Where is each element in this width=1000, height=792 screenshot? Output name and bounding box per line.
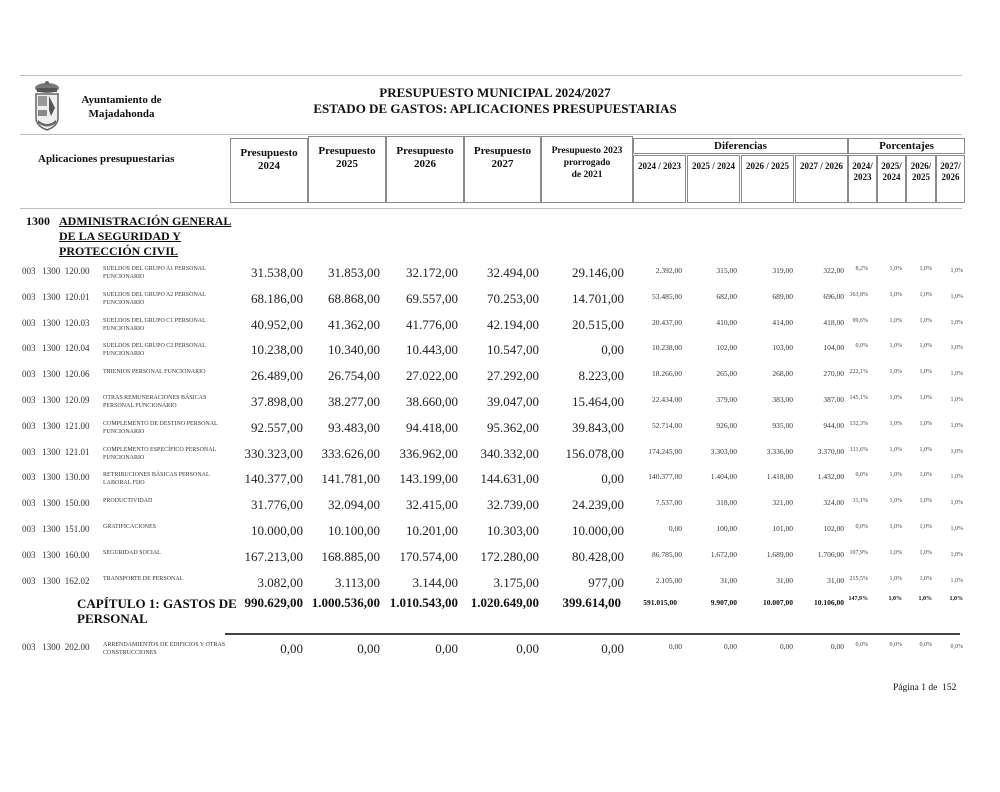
row-dif-2025-2024: 265,00 — [716, 369, 737, 378]
row-description: SEGURIDAD SOCIAL — [103, 550, 161, 556]
row-presupuesto-2023: 20.515,00 — [572, 317, 624, 332]
row-presupuesto-2023: 10.000,00 — [572, 523, 624, 538]
organization-name — [64, 93, 179, 121]
row-dif-2027-2026: 944,00 — [823, 421, 844, 430]
org-line-2: Majadahonda — [88, 108, 155, 120]
row-pct-2024-2023: 0,0% — [855, 472, 868, 478]
col-header-pct-1 — [848, 155, 877, 203]
row-presupuesto-2023: 0,00 — [601, 641, 624, 656]
row-dif-2026-2025: 0,00 — [779, 642, 793, 651]
row-dif-2027-2026: 104,00 — [823, 343, 844, 352]
row-description: TRIENIOS PERSONAL FUNCIONARIO — [103, 369, 206, 375]
row-dif-2024-2023: 53.485,00 — [652, 292, 682, 301]
table-row — [0, 446, 1000, 472]
row-presupuesto-2023: 39.843,00 — [572, 420, 624, 435]
chapter-total-pct-4: 1,0% — [949, 596, 963, 602]
row-dif-2025-2024: 315,00 — [716, 266, 737, 275]
pct-3-l2: 2025 — [912, 172, 930, 182]
col-header-2023-l3: de 2021 — [571, 170, 603, 180]
table-row — [0, 394, 1000, 420]
row-dif-2025-2024: 682,00 — [716, 292, 737, 301]
row-code: 003 1300 120.03 — [22, 318, 90, 328]
chapter-label-l2: PERSONAL — [77, 611, 148, 626]
row-presupuesto-2027: 10.303,00 — [487, 523, 539, 538]
row-dif-2024-2023: 52.714,00 — [652, 421, 682, 430]
table-row — [0, 342, 1000, 368]
row-presupuesto-2024: 0,00 — [280, 641, 303, 656]
row-pct-2024-2023: 145,1% — [849, 395, 868, 401]
chapter-total-2027: 1.020.649,00 — [470, 595, 539, 610]
col-header-pct-3 — [906, 155, 936, 203]
row-code: 003 1300 202.00 — [22, 642, 90, 652]
row-presupuesto-2024: 330.323,00 — [244, 446, 303, 461]
row-presupuesto-2025: 93.483,00 — [328, 420, 380, 435]
row-presupuesto-2026: 27.022,00 — [406, 368, 458, 383]
row-dif-2027-2026: 696,00 — [823, 292, 844, 301]
col-header-diferencias: Diferencias — [633, 138, 848, 154]
row-pct-2025-2024: 1,0% — [889, 292, 902, 298]
row-presupuesto-2027: 42.194,00 — [487, 317, 539, 332]
col-header-2023-l2: prorrogado — [563, 158, 611, 168]
row-dif-2026-2025: 1.689,00 — [766, 550, 793, 559]
row-presupuesto-2025: 68.868,00 — [328, 291, 380, 306]
row-pct-2027-2026: 1,0% — [950, 371, 963, 377]
section-code: 1300 — [26, 214, 50, 228]
row-dif-2025-2024: 3.303,00 — [710, 447, 737, 456]
row-pct-2027-2026: 1,0% — [950, 526, 963, 532]
row-code: 003 1300 151.00 — [22, 524, 90, 534]
row-pct-2026-2025: 1,0% — [919, 266, 932, 272]
row-description: SUELDOS DEL GRUPO A2 PERSONAL FUNCIONARIO — [103, 292, 206, 306]
chapter-total-pct-2: 1,0% — [888, 596, 902, 602]
pct-3-l1: 2026/ — [910, 161, 932, 171]
row-pct-2024-2023: 215,5% — [849, 576, 868, 582]
row-pct-2027-2026: 1,0% — [950, 320, 963, 326]
row-pct-2027-2026: 0,0% — [950, 644, 963, 650]
row-presupuesto-2025: 0,00 — [357, 641, 380, 656]
row-presupuesto-2024: 26.489,00 — [251, 368, 303, 383]
row-dif-2024-2023: 0,00 — [668, 524, 682, 533]
row-pct-2025-2024: 1,0% — [889, 498, 902, 504]
row-presupuesto-2027: 172.280,00 — [480, 549, 539, 564]
row-dif-2026-2025: 3.336,00 — [766, 447, 793, 456]
row-dif-2026-2025: 935,00 — [772, 421, 793, 430]
chapter-total-label — [77, 596, 237, 626]
row-pct-2025-2024: 1,0% — [889, 472, 902, 478]
col-header-2026-l2: 2026 — [414, 158, 436, 170]
chapter-total-dif-2: 9.907,00 — [710, 598, 737, 607]
table-row — [0, 523, 1000, 549]
row-presupuesto-2027: 3.175,00 — [493, 575, 539, 590]
table-row — [0, 291, 1000, 317]
row-dif-2027-2026: 3.370,00 — [817, 447, 844, 456]
row-presupuesto-2027: 32.494,00 — [487, 265, 539, 280]
table-row — [0, 471, 1000, 497]
row-pct-2026-2025: 1,0% — [919, 472, 932, 478]
row-presupuesto-2027: 95.362,00 — [487, 420, 539, 435]
row-presupuesto-2026: 170.574,00 — [399, 549, 458, 564]
row-dif-2027-2026: 1.432,00 — [817, 472, 844, 481]
row-description: SUELDOS DEL GRUPO C2 PERSONAL FUNCIONARIO — [103, 343, 206, 357]
coat-of-arms-logo — [33, 80, 61, 134]
table-row — [0, 317, 1000, 343]
row-presupuesto-2026: 143.199,00 — [399, 471, 458, 486]
row-presupuesto-2025: 31.853,00 — [328, 265, 380, 280]
row-pct-2025-2024: 1,0% — [889, 343, 902, 349]
row-pct-2024-2023: 8,2% — [855, 266, 868, 272]
row-code: 003 1300 120.01 — [22, 292, 90, 302]
row-dif-2027-2026: 270,00 — [823, 369, 844, 378]
row-presupuesto-2026: 94.418,00 — [406, 420, 458, 435]
row-presupuesto-2024: 40.952,00 — [251, 317, 303, 332]
row-code: 003 1300 120.00 — [22, 266, 90, 276]
row-pct-2025-2024: 1,0% — [889, 524, 902, 530]
chapter-total-2026: 1.010.543,00 — [389, 595, 458, 610]
row-dif-2025-2024: 102,00 — [716, 343, 737, 352]
row-pct-2024-2023: 99,6% — [852, 318, 868, 324]
row-presupuesto-2024: 68.186,00 — [251, 291, 303, 306]
row-dif-2026-2025: 383,00 — [772, 395, 793, 404]
row-dif-2027-2026: 324,00 — [823, 498, 844, 507]
row-presupuesto-2026: 32.415,00 — [406, 497, 458, 512]
row-pct-2026-2025: 1,0% — [919, 576, 932, 582]
row-pct-2026-2025: 1,0% — [919, 421, 932, 427]
col-header-2026 — [386, 136, 464, 203]
row-pct-2024-2023: 132,3% — [849, 421, 868, 427]
row-dif-2026-2025: 319,00 — [772, 266, 793, 275]
row-dif-2027-2026: 418,00 — [823, 318, 844, 327]
row-pct-2025-2024: 1,0% — [889, 550, 902, 556]
col-header-pct-4 — [936, 155, 965, 203]
row-presupuesto-2025: 41.362,00 — [328, 317, 380, 332]
row-presupuesto-2027: 70.253,00 — [487, 291, 539, 306]
table-row — [0, 265, 1000, 291]
row-dif-2026-2025: 103,00 — [772, 343, 793, 352]
row-dif-2025-2024: 318,00 — [716, 498, 737, 507]
row-dif-2025-2024: 926,00 — [716, 421, 737, 430]
row-pct-2025-2024: 1,0% — [889, 447, 902, 453]
row-dif-2024-2023: 140.377,00 — [648, 472, 682, 481]
columns-bottom-rule — [20, 208, 962, 209]
row-presupuesto-2023: 0,00 — [601, 342, 624, 357]
row-pct-2026-2025: 1,0% — [919, 318, 932, 324]
row-pct-2026-2025: 1,0% — [919, 369, 932, 375]
row-presupuesto-2025: 26.754,00 — [328, 368, 380, 383]
pct-4-l1: 2027/ — [940, 161, 961, 171]
row-code: 003 1300 130.00 — [22, 472, 90, 482]
section-name-l2: DE LA SEGURIDAD Y — [59, 229, 181, 243]
row-presupuesto-2024: 31.776,00 — [251, 497, 303, 512]
org-line-1: Ayuntamiento de — [81, 94, 162, 106]
row-dif-2025-2024: 1.672,00 — [710, 550, 737, 559]
row-dif-2025-2024: 100,00 — [716, 524, 737, 533]
row-description: OTRAS REMUNERACIONES BÁSICAS PERSONAL FUNCIONARIO — [103, 395, 207, 409]
col-header-2024-l2: 2024 — [258, 160, 280, 172]
col-header-dif-4: 2027 / 2026 — [795, 155, 848, 203]
row-code: 003 1300 121.00 — [22, 421, 90, 431]
row-dif-2025-2024: 379,00 — [716, 395, 737, 404]
row-presupuesto-2025: 141.781,00 — [321, 471, 380, 486]
col-header-pct-2 — [877, 155, 906, 203]
row-description: GRATIFICACIONES — [103, 524, 157, 530]
row-presupuesto-2023: 80.428,00 — [572, 549, 624, 564]
row-pct-2027-2026: 1,0% — [950, 552, 963, 558]
row-pct-2025-2024: 1,0% — [889, 421, 902, 427]
row-pct-2027-2026: 1,0% — [950, 397, 963, 403]
row-presupuesto-2027: 0,00 — [516, 641, 539, 656]
row-dif-2027-2026: 102,00 — [823, 524, 844, 533]
pct-1-l1: 2024/ — [852, 161, 873, 171]
row-presupuesto-2024: 10.000,00 — [251, 523, 303, 538]
row-presupuesto-2026: 336.962,00 — [399, 446, 458, 461]
row-pct-2027-2026: 1,0% — [950, 500, 963, 506]
row-pct-2024-2023: 0,0% — [855, 524, 868, 530]
section-name-l1: ADMINISTRACIÓN GENERAL — [59, 214, 232, 228]
row-presupuesto-2026: 10.201,00 — [406, 523, 458, 538]
row-presupuesto-2026: 69.557,00 — [406, 291, 458, 306]
document-title — [290, 85, 700, 117]
row-pct-2024-2023: 111,6% — [849, 447, 868, 453]
row-presupuesto-2024: 10.238,00 — [251, 342, 303, 357]
chapter-total-pct-1: 147,9% — [848, 596, 868, 602]
row-presupuesto-2027: 144.631,00 — [480, 471, 539, 486]
table-row — [0, 368, 1000, 394]
row-description: ARRENDAMIENTOS DE EDIFICIOS Y OTRAS CONSTRUCCIONES — [103, 642, 226, 656]
row-pct-2027-2026: 1,0% — [950, 449, 963, 455]
row-pct-2024-2023: 222,1% — [849, 369, 868, 375]
row-presupuesto-2023: 14.701,00 — [572, 291, 624, 306]
row-code: 003 1300 162.02 — [22, 576, 90, 586]
col-header-2025-l1: Presupuesto — [318, 145, 376, 157]
row-dif-2027-2026: 387,00 — [823, 395, 844, 404]
row-presupuesto-2024: 31.538,00 — [251, 265, 303, 280]
row-pct-2025-2024: 1,0% — [889, 576, 902, 582]
row-dif-2024-2023: 2.105,00 — [655, 576, 682, 585]
row-pct-2026-2025: 1,0% — [919, 550, 932, 556]
table-row — [0, 420, 1000, 446]
row-dif-2026-2025: 268,00 — [772, 369, 793, 378]
row-presupuesto-2025: 10.340,00 — [328, 342, 380, 357]
chapter-total-2024: 990.629,00 — [244, 595, 303, 610]
col-header-2027 — [464, 136, 541, 203]
row-dif-2027-2026: 322,00 — [823, 266, 844, 275]
row-pct-2027-2026: 1,0% — [950, 268, 963, 274]
row-dif-2026-2025: 1.418,00 — [766, 472, 793, 481]
row-dif-2024-2023: 7.537,00 — [655, 498, 682, 507]
col-header-2024 — [230, 138, 308, 203]
row-pct-2025-2024: 1,0% — [889, 318, 902, 324]
row-presupuesto-2027: 39.047,00 — [487, 394, 539, 409]
col-header-dif-2: 2025 / 2024 — [687, 155, 740, 203]
row-presupuesto-2023: 29.146,00 — [572, 265, 624, 280]
table-row — [0, 641, 1000, 667]
row-presupuesto-2024: 167.213,00 — [244, 549, 303, 564]
row-pct-2026-2025: 1,0% — [919, 498, 932, 504]
pct-2-l1: 2025/ — [881, 161, 902, 171]
row-dif-2025-2024: 410,00 — [716, 318, 737, 327]
row-code: 003 1300 121.01 — [22, 447, 90, 457]
row-presupuesto-2026: 41.776,00 — [406, 317, 458, 332]
row-code: 003 1300 120.06 — [22, 369, 90, 379]
row-presupuesto-2026: 0,00 — [435, 641, 458, 656]
row-description: SUELDOS DEL GRUPO A1 PERSONAL FUNCIONARIO — [103, 266, 206, 280]
row-description: RETRIBUCIONES BÁSICAS PERSONAL LABORAL FIJO — [103, 472, 210, 486]
row-presupuesto-2025: 333.626,00 — [321, 446, 380, 461]
row-pct-2025-2024: 1,0% — [889, 395, 902, 401]
col-header-2027-l1: Presupuesto — [473, 145, 532, 157]
chapter-total-2023: 399.614,00 — [562, 595, 621, 610]
chapter-total-pct-3: 1,0% — [918, 596, 932, 602]
row-dif-2026-2025: 31,00 — [776, 576, 793, 585]
row-dif-2027-2026: 31,00 — [827, 576, 844, 585]
row-dif-2025-2024: 0,00 — [723, 642, 737, 651]
top-rule — [20, 75, 962, 76]
page-number: Página 1 de 152 — [893, 683, 957, 693]
title-line-1: PRESUPUESTO MUNICIPAL 2024/2027 — [379, 85, 611, 100]
row-code: 003 1300 160.00 — [22, 550, 90, 560]
section-name — [59, 214, 239, 259]
row-description: TRANSPORTE DE PERSONAL — [103, 576, 184, 582]
row-dif-2024-2023: 20.437,00 — [652, 318, 682, 327]
header-rule — [20, 134, 962, 135]
row-dif-2024-2023: 2.392,00 — [655, 266, 682, 275]
row-pct-2026-2025: 1,0% — [919, 395, 932, 401]
row-pct-2025-2024: 1,0% — [889, 266, 902, 272]
row-pct-2025-2024: 0,0% — [889, 642, 902, 648]
row-dif-2024-2023: 10.238,00 — [652, 343, 682, 352]
row-presupuesto-2027: 340.332,00 — [480, 446, 539, 461]
row-presupuesto-2023: 15.464,00 — [572, 394, 624, 409]
row-presupuesto-2026: 38.660,00 — [406, 394, 458, 409]
row-dif-2026-2025: 414,00 — [772, 318, 793, 327]
col-header-porcentajes: Porcentajes — [848, 138, 965, 154]
row-presupuesto-2026: 3.144,00 — [412, 575, 458, 590]
chapter-label-l1: CAPÍTULO 1: GASTOS DE — [77, 596, 237, 611]
pct-1-l2: 2023 — [853, 172, 872, 182]
section-name-l3: PROTECCIÓN CIVIL — [59, 244, 179, 258]
col-header-aplicaciones: Aplicaciones presupuestarias — [38, 153, 175, 165]
row-pct-2027-2026: 1,0% — [950, 294, 963, 300]
row-pct-2024-2023: 363,8% — [849, 292, 868, 298]
row-dif-2025-2024: 31,00 — [720, 576, 737, 585]
col-header-dif-3: 2026 / 2025 — [741, 155, 794, 203]
row-presupuesto-2026: 10.443,00 — [406, 342, 458, 357]
table-row — [0, 497, 1000, 523]
row-dif-2026-2025: 689,00 — [772, 292, 793, 301]
row-dif-2024-2023: 18.266,00 — [652, 369, 682, 378]
row-pct-2027-2026: 1,0% — [950, 474, 963, 480]
row-code: 003 1300 120.04 — [22, 343, 90, 353]
chapter-total-2025: 1.000.536,00 — [311, 595, 380, 610]
row-presupuesto-2024: 37.898,00 — [251, 394, 303, 409]
row-dif-2024-2023: 86.785,00 — [652, 550, 682, 559]
row-presupuesto-2023: 0,00 — [601, 471, 624, 486]
row-pct-2027-2026: 1,0% — [950, 578, 963, 584]
row-presupuesto-2023: 24.239,00 — [572, 497, 624, 512]
row-presupuesto-2024: 140.377,00 — [244, 471, 303, 486]
row-pct-2027-2026: 1,0% — [950, 345, 963, 351]
row-presupuesto-2025: 168.885,00 — [321, 549, 380, 564]
pct-2-l2: 2024 — [882, 172, 901, 182]
row-pct-2027-2026: 1,0% — [950, 423, 963, 429]
col-header-2025-l2: 2025 — [336, 158, 358, 170]
row-dif-2026-2025: 101,00 — [772, 524, 793, 533]
chapter-total-dif-4: 10.106,00 — [814, 598, 844, 607]
row-dif-2027-2026: 0,00 — [830, 642, 844, 651]
row-dif-2025-2024: 1.404,00 — [710, 472, 737, 481]
row-pct-2024-2023: 31,1% — [852, 498, 868, 504]
chapter-total-dif-1: 591.015,00 — [643, 598, 677, 607]
row-presupuesto-2027: 10.547,00 — [487, 342, 539, 357]
row-pct-2025-2024: 1,0% — [889, 369, 902, 375]
row-pct-2026-2025: 1,0% — [919, 524, 932, 530]
row-description: PRODUCTIVIDAD — [103, 498, 153, 504]
col-header-2026-l1: Presupuesto — [396, 145, 454, 157]
row-pct-2024-2023: 0,0% — [855, 642, 868, 648]
row-pct-2024-2023: 0,0% — [855, 343, 868, 349]
row-presupuesto-2027: 32.739,00 — [487, 497, 539, 512]
col-header-2025 — [308, 136, 386, 203]
chapter-total-dif-3: 10.007,00 — [763, 598, 793, 607]
col-header-dif-1: 2024 / 2023 — [633, 155, 686, 203]
row-presupuesto-2025: 32.094,00 — [328, 497, 380, 512]
title-line-2: ESTADO DE GASTOS: APLICACIONES PRESUPUESTARIAS — [313, 101, 677, 116]
col-header-2023-l1: Presupuesto 2023 — [551, 146, 623, 156]
row-presupuesto-2025: 10.100,00 — [328, 523, 380, 538]
row-presupuesto-2027: 27.292,00 — [487, 368, 539, 383]
row-presupuesto-2024: 92.557,00 — [251, 420, 303, 435]
row-presupuesto-2025: 3.113,00 — [334, 575, 380, 590]
col-header-2024-l1: Presupuesto — [240, 147, 298, 159]
row-presupuesto-2024: 3.082,00 — [257, 575, 303, 590]
row-description: COMPLEMENTO DE DESTINO PERSONAL FUNCIONARIO — [103, 421, 218, 435]
row-dif-2024-2023: 0,00 — [668, 642, 682, 651]
row-description: COMPLEMENTO ESPECÍFICO PERSONAL FUNCIONARIO — [103, 447, 217, 461]
row-pct-2026-2025: 1,0% — [919, 292, 932, 298]
row-dif-2024-2023: 22.434,00 — [652, 395, 682, 404]
col-header-2023-prorrogado — [541, 136, 633, 203]
row-dif-2027-2026: 1.706,00 — [817, 550, 844, 559]
row-pct-2026-2025: 0,0% — [919, 642, 932, 648]
row-pct-2024-2023: 107,9% — [849, 550, 868, 556]
row-presupuesto-2023: 156.078,00 — [565, 446, 624, 461]
col-header-2027-l2: 2027 — [491, 158, 514, 170]
row-dif-2026-2025: 321,00 — [772, 498, 793, 507]
row-presupuesto-2023: 977,00 — [588, 575, 624, 590]
table-row — [0, 549, 1000, 575]
pct-4-l2: 2026 — [941, 172, 960, 182]
row-code: 003 1300 120.09 — [22, 395, 90, 405]
chapter-total-rule — [225, 633, 960, 635]
row-description: SUELDOS DEL GRUPO C1 PERSONAL FUNCIONARIO — [103, 318, 206, 332]
row-pct-2026-2025: 1,0% — [919, 447, 932, 453]
row-presupuesto-2025: 38.277,00 — [328, 394, 380, 409]
row-code: 003 1300 150.00 — [22, 498, 90, 508]
row-pct-2026-2025: 1,0% — [919, 343, 932, 349]
row-dif-2024-2023: 174.245,00 — [648, 447, 682, 456]
row-presupuesto-2023: 8.223,00 — [578, 368, 624, 383]
row-presupuesto-2026: 32.172,00 — [406, 265, 458, 280]
